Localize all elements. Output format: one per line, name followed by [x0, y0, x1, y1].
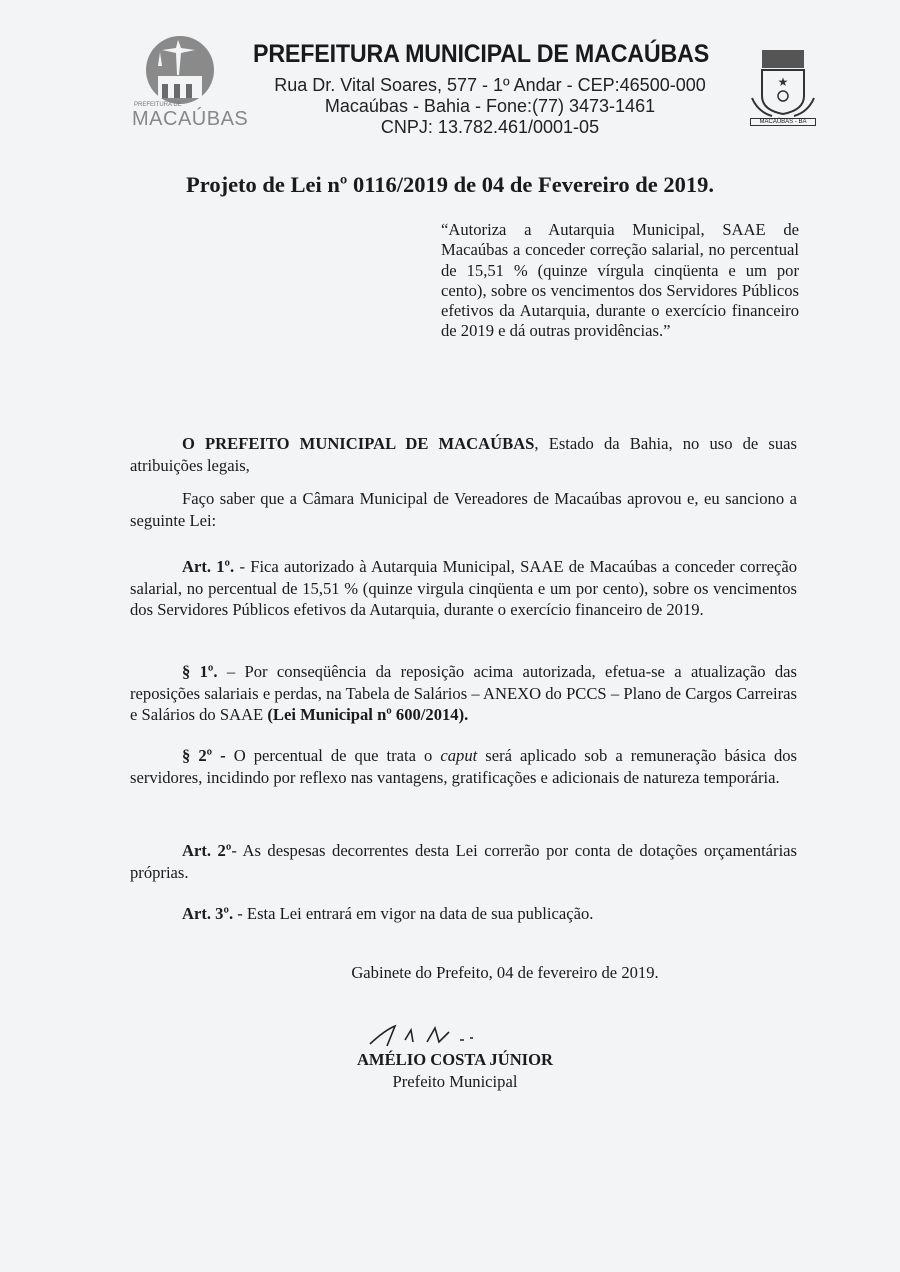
closing-line: Gabinete do Prefeito, 04 de fevereiro de 2019.: [351, 963, 659, 982]
article-1: [130, 556, 797, 621]
article-3-label: Art. 3º.: [182, 904, 234, 923]
paragraph-1-label: § 1º.: [182, 662, 218, 681]
sanction-paragraph: Faço saber que a Câmara Municipal de Vereadores de Macaúbas aprovou e, eu sanciono a seguinte Lei:: [130, 489, 797, 530]
paragraph-1-law-ref: (Lei Municipal nº 600/2014).: [267, 705, 469, 724]
paragraph-2-post: será aplicado sob a remuneração básica dos servidores, incidindo por reflexo nas vantagens, gratificações e adicionais de natureza temporária.: [130, 746, 797, 787]
article-1-text: - Fica autorizado à Autarquia Municipal, SAAE de Macaúbas a conceder correção salarial, no percentual de 15,51 % (quinze virgula cinqüenta e um por cento), sobre os vencimentos dos Servidores Públicos efetivos da Autarquia, durante o exercício financeiro de 2019.: [130, 557, 797, 619]
article-3-text: - Esta Lei entrará em vigor na data de sua publicação.: [233, 904, 594, 923]
paragraph-2: [130, 745, 797, 788]
article-2-text: - As despesas decorrentes desta Lei correrão por conta de dotações orçamentárias próprias.: [130, 841, 797, 882]
coat-of-arms-icon: [748, 48, 818, 120]
crest-label: MACAÚBAS - BA: [750, 118, 816, 126]
article-3: [130, 903, 797, 925]
header-city-phone: Macaúbas - Bahia - Fone:(77) 3473-1461: [324, 96, 656, 116]
document-title: Projeto de Lei nº 0116/2019 de 04 de Fevereiro de 2019.: [186, 172, 714, 197]
article-2-label: Art. 2º: [182, 841, 232, 860]
paragraph-2-label: § 2º -: [182, 746, 226, 765]
header-title: PREFEITURA MUNICIPAL DE MACAÚBAS: [253, 40, 710, 68]
ementa: “Autoriza a Autarquia Municipal, SAAE de Macaúbas a conceder correção salarial, no percentual de 15,51 % (quinze vírgula cinqüenta e um por cento), sobre os vencimentos dos Servidores Públicos efetivos da Autarquia, durante o exercício financeiro de 2019 e dá outras providências.”: [441, 220, 799, 341]
article-2: [130, 840, 797, 883]
logo-small-text: PREFEITURA DE: [134, 102, 182, 108]
paragraph-2-caput: caput: [440, 746, 478, 765]
header-address: Rua Dr. Vital Soares, 577 - 1º Andar - CEP:46500-000: [274, 75, 706, 95]
preamble-bold: O PREFEITO MUNICIPAL DE MACAÚBAS: [182, 434, 535, 453]
article-1-label: Art. 1º.: [182, 557, 235, 576]
paragraph-2-pre: O percentual de que trata o: [225, 746, 441, 765]
svg-text:★: ★: [777, 75, 789, 89]
paragraph-1-text: – Por conseqüência da reposição acima autorizada, efetua-se a atualização das reposições salariais e perdas, na Tabela de Salários – ANEXO do PCCS – Plano de Cargos Carreiras e Salários do SAAE: [130, 662, 798, 724]
logo-text: MACAÚBAS: [132, 108, 249, 130]
header-cnpj: CNPJ: 13.782.461/0001-05: [380, 117, 600, 137]
preamble: [130, 433, 797, 476]
municipality-logo: [128, 26, 249, 136]
municipal-crest: [748, 48, 818, 130]
signer-role: Prefeito Municipal: [392, 1072, 518, 1091]
signature-scribble: [365, 1020, 515, 1050]
preamble-text: , Estado da Bahia, no uso de suas atribuições legais,: [130, 434, 797, 475]
signer-name: AMÉLIO COSTA JÚNIOR: [356, 1050, 554, 1069]
paragraph-1: [130, 661, 797, 726]
